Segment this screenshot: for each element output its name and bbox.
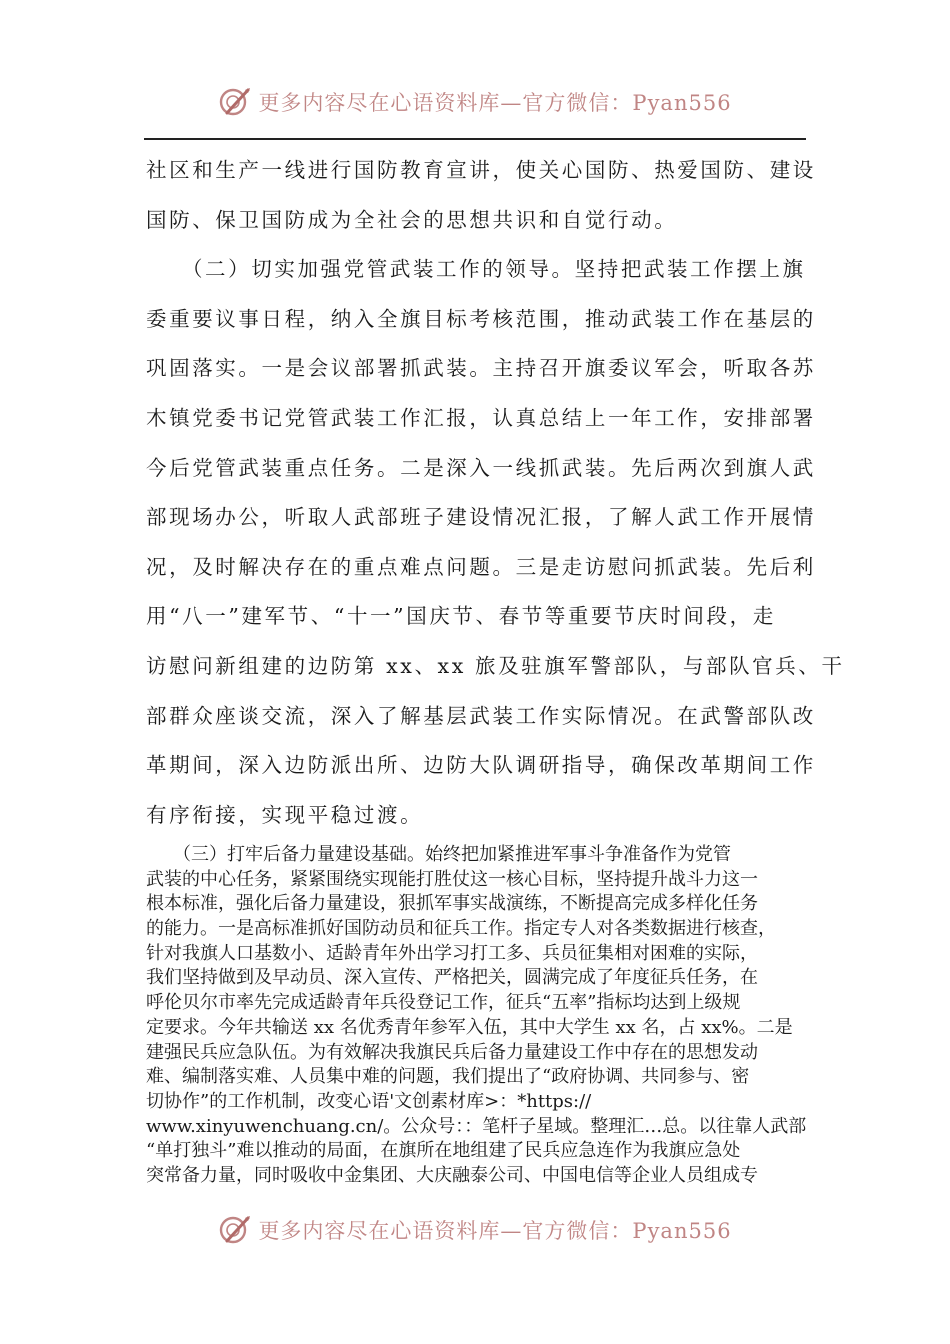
header-divider — [144, 138, 806, 140]
text-line: 国防、保卫国防成为全社会的思想共识和自觉行动。 — [146, 207, 678, 232]
text-line: www.xinyuwenchuang.cn/。公众号：：笔杆子星域。整理汇…总。以往靠人武部 — [146, 1115, 807, 1137]
text-line: 的能力。一是高标准抓好国防动员和征兵工作。指定专人对各类数据进行核查， — [146, 918, 776, 940]
text-line: 巩固落实。一是会议部署抓武装。主持召开旗委议军会，听取各苏 — [146, 356, 816, 381]
text-line: “单打独斗”难以推动的局面，在旗所在地组建了民兵应急连作为我旗应急处 — [146, 1140, 741, 1162]
text-line: （二）切实加强党管武装工作的领导。坚持把武装工作摆上旗 — [146, 257, 806, 282]
text-line: 社区和生产一线进行国防教育宣讲，使关心国防、热爱国防、建设 — [146, 158, 816, 182]
text-line: 用“八一”建军节、“十一”国庆节、春节等重要节庆时间段，走 — [146, 604, 776, 629]
text-line: 武装的中心任务，紧紧围绕实现能打胜仗这一核心目标，坚持提升战斗力这一 — [146, 868, 758, 890]
text-line: 建强民兵应急队伍。为有效解决我旗民兵后备力量建设工作中存在的思想发动 — [146, 1041, 758, 1063]
text-line: 部群众座谈交流，深入了解基层武装工作实际情况。在武警部队改 — [146, 703, 816, 728]
text-line: 呼伦贝尔市率先完成适龄青年兵役登记工作，征兵“五率”指标均达到上级规 — [146, 992, 741, 1014]
text-line: 定要求。今年共输送 xx 名优秀青年参军入伍，其中大学生 xx 名，占 xx%。二是 — [146, 1016, 793, 1038]
text-line: 部现场办公，听取人武部班子建设情况汇报，了解人武工作开展情 — [146, 505, 816, 530]
body-dense-text — [146, 843, 806, 1189]
text-line: （三）打牢后备力量建设基础。始终把加紧推进军事斗争准备作为党管 — [146, 844, 731, 865]
header-banner-text: 更多内容尽在心语资料库—官方微信：Pyan556 — [258, 91, 732, 115]
header-banner — [0, 82, 950, 122]
text-line: 委重要议事日程，纳入全旗目标考核范围，推动武装工作在基层的 — [146, 306, 816, 331]
text-line: 况，及时解决存在的重点难点问题。三是走访慰问抓武装。先后利 — [146, 554, 816, 579]
text-line: 切协作”的工作机制，改变心语'文创素材库>：*https:// — [146, 1090, 592, 1112]
text-line: 我们坚持做到及早动员、深入宣传、严格把关，圆满完成了年度征兵任务，在 — [146, 967, 758, 989]
pen-logo-icon — [218, 85, 252, 119]
footer-banner-text: 更多内容尽在心语资料库—官方微信：Pyan556 — [258, 1219, 732, 1243]
text-line: 革期间，深入边防派出所、边防大队调研指导，确保改革期间工作 — [146, 753, 816, 778]
pen-logo-icon — [218, 1213, 252, 1247]
text-line: 根本标准，强化后备力量建设，狠抓军事实战演练，不断提高完成多样化任务 — [146, 893, 758, 915]
text-line: 难、编制落实难、人员集中难的问题，我们提出了“政府协调、共同参与、密 — [146, 1066, 750, 1088]
text-line: 木镇党委书记党管武装工作汇报，认真总结上一年工作，安排部署 — [146, 405, 816, 430]
body-spaced-text — [146, 146, 845, 840]
text-line: 访慰问新组建的边防第 xx、xx 旅及驻旗军警部队，与部队官兵、干 — [146, 653, 845, 678]
text-line: 有序衔接，实现平稳过渡。 — [146, 802, 424, 827]
text-line: 今后党管武装重点任务。二是深入一线抓武装。先后两次到旗人武 — [146, 455, 816, 480]
text-line: 针对我旗人口基数小、适龄青年外出学习打工多、兵员征集相对困难的实际， — [146, 942, 758, 964]
footer-banner — [0, 1210, 950, 1250]
text-line: 突常备力量，同时吸收中金集团、大庆融泰公司、中国电信等企业人员组成专 — [146, 1164, 758, 1186]
